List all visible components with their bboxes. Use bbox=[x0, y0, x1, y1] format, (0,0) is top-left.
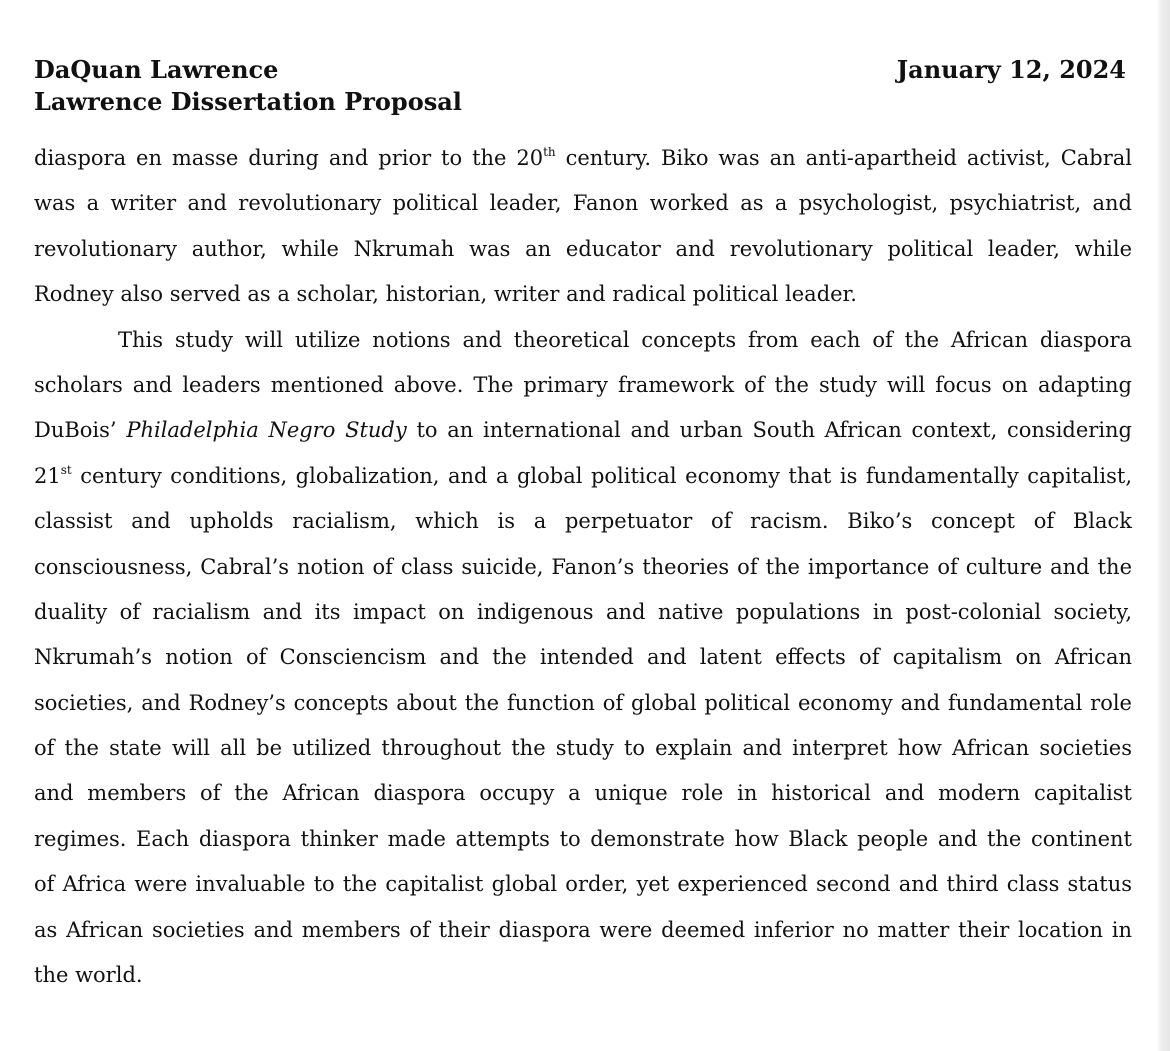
superscript: st bbox=[60, 462, 72, 477]
author-name: DaQuan Lawrence bbox=[34, 55, 279, 84]
page-edge-shadow bbox=[1156, 0, 1170, 1051]
document-header bbox=[34, 52, 1132, 118]
text-line: and members of the African diaspora occupy a unique role in historical and modern capitalist bbox=[34, 781, 1132, 806]
superscript: th bbox=[543, 145, 556, 159]
text-line: consciousness, Cabral’s notion of class suicide, Fanon’s theories of the importance of culture and the bbox=[34, 554, 1132, 579]
text-line: 21st century conditions, globalization, and a global political economy that is fundamentally capitalist, bbox=[34, 462, 1132, 488]
text-line: the world. bbox=[34, 963, 143, 988]
italic-title: Philadelphia Negro Study bbox=[126, 418, 407, 443]
paragraph-continuation bbox=[34, 136, 1132, 318]
text-line: regimes. Each diaspora thinker made attempts to demonstrate how Black people and the continent bbox=[34, 826, 1132, 851]
text-line: revolutionary author, while Nkrumah was an educator and revolutionary political leader, while bbox=[34, 236, 1132, 261]
document-page bbox=[34, 52, 1132, 998]
text-line: diaspora en masse during and prior to the 20th century. Biko was an anti-apartheid activist, Cabral bbox=[34, 145, 1133, 170]
text-line: classist and upholds racialism, which is a perpetuator of racism. Biko’s concept of Black bbox=[34, 509, 1132, 534]
text-line: Nkrumah’s notion of Consciencism and the intended and latent effects of capitalism on African bbox=[34, 645, 1132, 670]
text-line: of Africa were invaluable to the capitalist global order, yet experienced second and third class status bbox=[34, 872, 1132, 897]
text-line: scholars and leaders mentioned above. The primary framework of the study will focus on adapting bbox=[34, 372, 1132, 397]
text-line: duality of racialism and its impact on indigenous and native populations in post-colonial society, bbox=[34, 599, 1132, 624]
text-line: as African societies and members of their diaspora were deemed inferior no matter their location in bbox=[34, 917, 1132, 942]
text-line: This study will utilize notions and theoretical concepts from each of the African diaspora bbox=[118, 327, 1132, 352]
document-date: January 12, 2024 bbox=[896, 55, 1126, 84]
document-body bbox=[34, 136, 1132, 998]
text-line: of the state will all be utilized throughout the study to explain and interpret how African societies bbox=[34, 736, 1132, 761]
paragraph-study-framework bbox=[34, 318, 1132, 999]
document-title: Lawrence Dissertation Proposal bbox=[34, 87, 462, 116]
text-line: DuBois’ Philadelphia Negro Study to an international and urban South African context, considering bbox=[34, 418, 1133, 443]
text-line: was a writer and revolutionary political leader, Fanon worked as a psychologist, psychiatrist, and bbox=[34, 191, 1132, 216]
text-line: societies, and Rodney’s concepts about the function of global political economy and fundamental role bbox=[34, 690, 1132, 715]
text-line: Rodney also served as a scholar, historian, writer and radical political leader. bbox=[34, 282, 857, 307]
